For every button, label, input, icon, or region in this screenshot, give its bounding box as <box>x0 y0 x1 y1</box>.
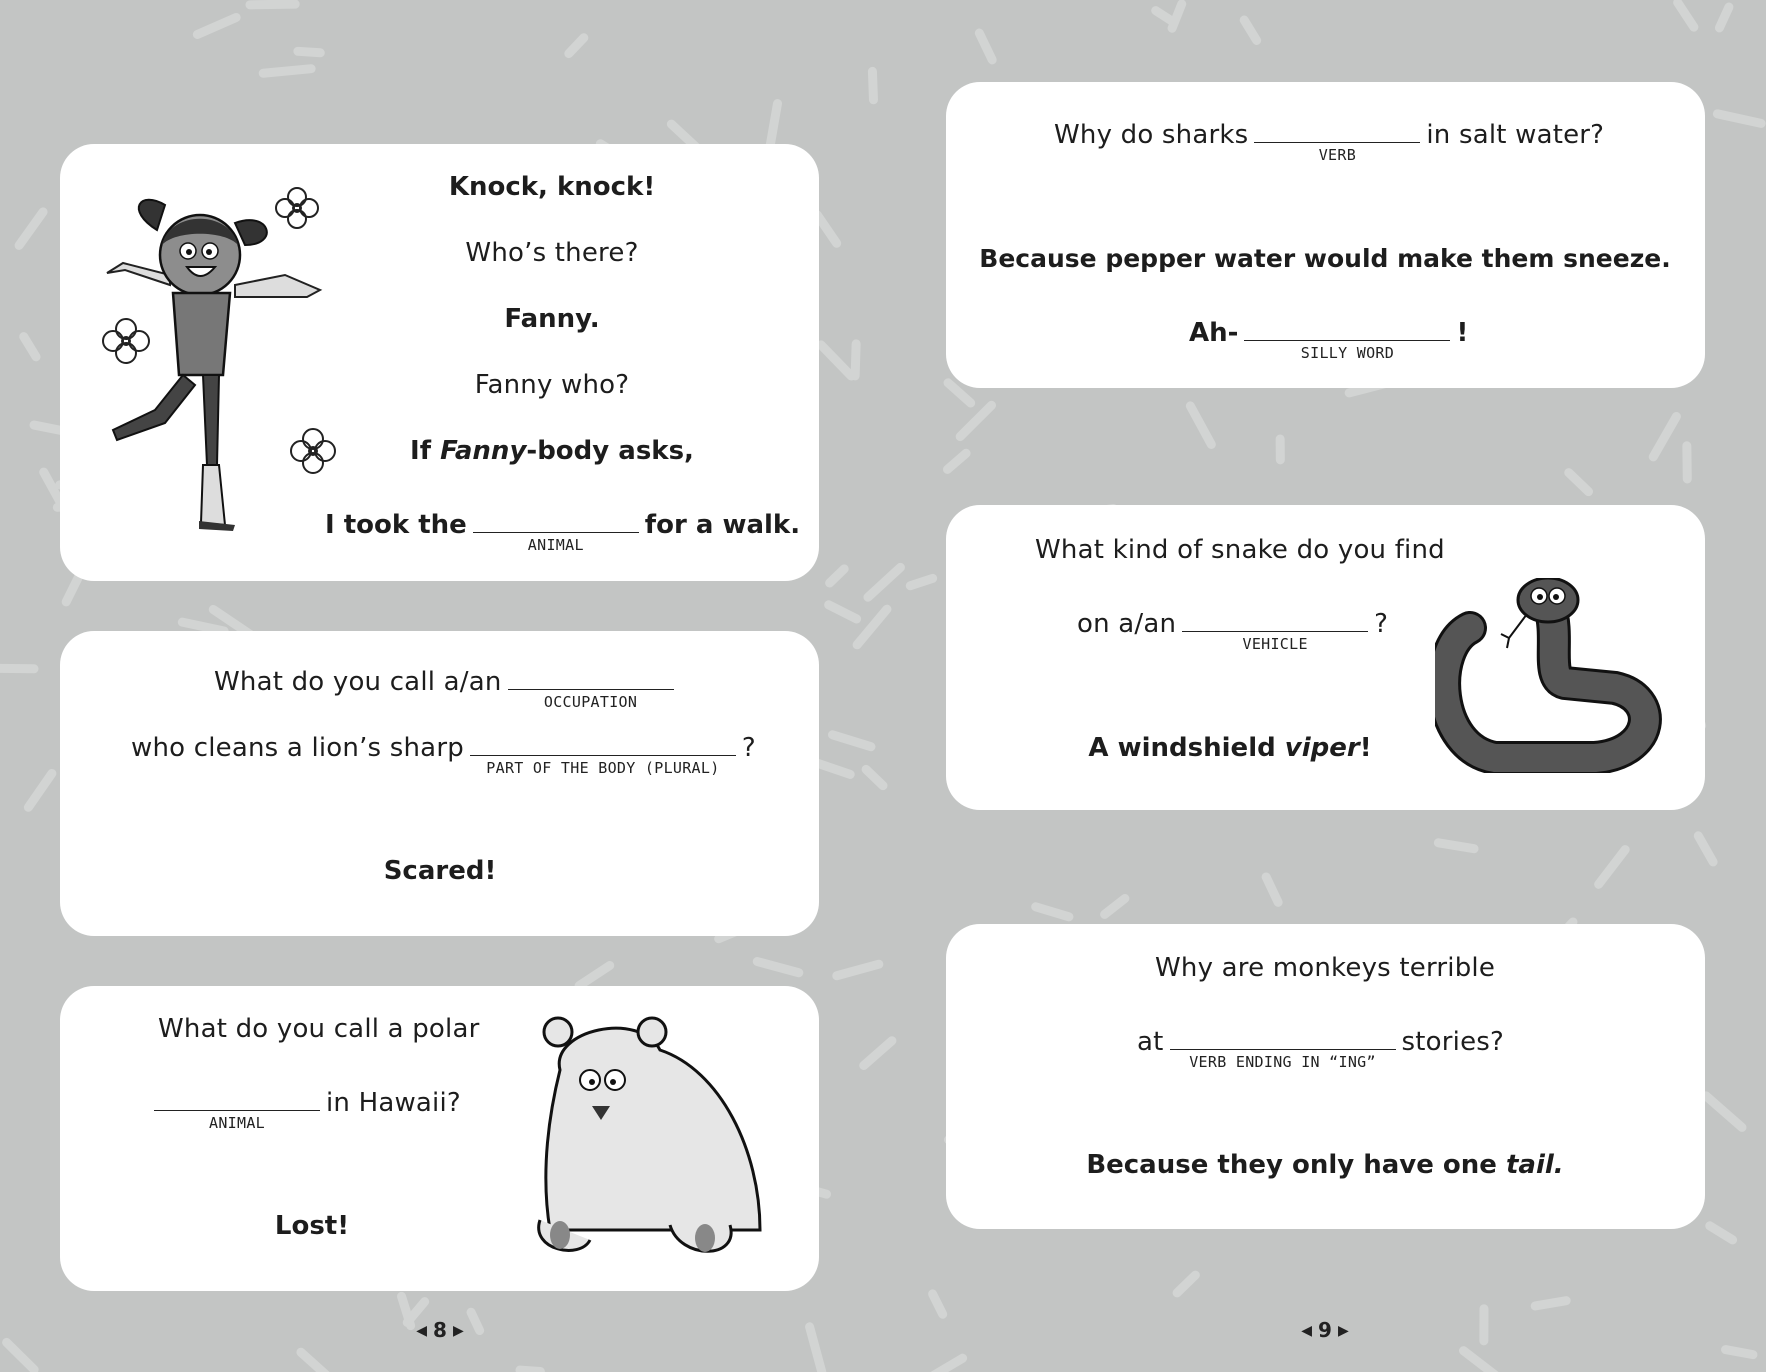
confetti-dash <box>1569 473 1589 492</box>
confetti-dash <box>817 215 836 243</box>
blank-label: VEHICLE <box>1242 635 1308 653</box>
confetti-dash <box>855 344 856 376</box>
blank-field[interactable] <box>470 725 736 777</box>
confetti-dash <box>910 578 932 585</box>
confetti-dash <box>1599 850 1626 885</box>
joke-line: Who’s there? <box>465 238 639 268</box>
joke-answer: A windshield viper! <box>1088 733 1372 763</box>
confetti-dash <box>868 567 900 597</box>
confetti-dash <box>864 1041 892 1066</box>
triangle-right-icon: ▶ <box>1337 1323 1349 1339</box>
confetti-dash <box>832 735 871 747</box>
fill-in-line: Ah- SILLY WORD ! <box>1189 310 1468 348</box>
confetti-dash <box>1463 1351 1497 1372</box>
joke-line: What kind of snake do you find <box>1035 535 1445 565</box>
blank-field[interactable] <box>508 659 674 711</box>
confetti-dash <box>1678 3 1694 28</box>
confetti-dash <box>837 964 879 976</box>
joke-answer: Scared! <box>383 856 497 886</box>
confetti-dash <box>182 622 224 631</box>
girl-illustration <box>95 175 375 545</box>
blank-label: VERB <box>1318 146 1357 164</box>
flower-doodle-icon <box>291 429 335 473</box>
confetti-dash <box>757 962 799 973</box>
confetti-dash <box>933 1294 943 1314</box>
confetti-dash <box>1177 1275 1195 1293</box>
blank-field[interactable] <box>473 502 639 554</box>
confetti-dash <box>298 51 320 52</box>
triangle-left-icon: ◀ <box>416 1323 428 1339</box>
confetti-dash <box>1036 907 1069 917</box>
confetti-dash <box>1244 20 1256 40</box>
confetti-dash <box>960 405 991 436</box>
confetti-dash <box>979 33 992 60</box>
blank-label: ANIMAL <box>209 1114 265 1132</box>
confetti-dash <box>1717 114 1761 124</box>
blank-label: ANIMAL <box>527 536 584 554</box>
joke-line: What do you call a polar <box>158 1014 480 1044</box>
fill-in-line: on a/an VEHICLE ? <box>1077 601 1388 639</box>
confetti-dash <box>1535 1301 1566 1306</box>
confetti-dash <box>301 1352 326 1372</box>
joke-answer: Because they only have one tail. <box>1086 1150 1564 1180</box>
blank-label: SILLY WORD <box>1300 344 1395 362</box>
fill-in-line: Why do sharks VERB in salt water? <box>1054 112 1604 150</box>
snake-illustration <box>1435 578 1665 773</box>
confetti-dash <box>830 569 845 583</box>
fill-in-line: I took the ANIMAL for a walk. <box>325 502 800 540</box>
blank-field[interactable] <box>1254 112 1420 164</box>
confetti-dash <box>471 1312 480 1330</box>
confetti-dash <box>1156 11 1173 22</box>
blank-label: OCCUPATION <box>543 693 638 711</box>
joke-line: Fanny who? <box>474 370 630 400</box>
confetti-dash <box>197 17 236 34</box>
confetti-dash <box>1710 1226 1733 1240</box>
joke-line: Fanny. <box>504 304 600 334</box>
page-number-left: ◀ 8 ▶ <box>416 1318 464 1342</box>
confetti-dash <box>1105 898 1125 914</box>
confetti-dash <box>857 609 887 645</box>
confetti-dash <box>1172 4 1182 28</box>
confetti-dash <box>19 212 43 246</box>
fill-in-line: What do you call a/an OCCUPATION <box>214 659 680 697</box>
triangle-left-icon: ◀ <box>1301 1323 1313 1339</box>
fill-in-line: who cleans a lion’s sharp PART OF THE BODY (PLURAL) ? <box>131 725 756 763</box>
joke-answer: Lost! <box>274 1211 350 1241</box>
confetti-dash <box>7 1342 35 1369</box>
confetti-dash <box>829 605 857 619</box>
confetti-dash <box>810 1327 822 1372</box>
blank-field[interactable] <box>154 1080 320 1132</box>
confetti-dash <box>1266 877 1278 902</box>
confetti-dash <box>947 453 966 469</box>
confetti-dash <box>24 337 36 357</box>
confetti-dash <box>579 966 610 986</box>
triangle-right-icon: ▶ <box>452 1323 464 1339</box>
joke-line: Why are monkeys terrible <box>1154 953 1496 983</box>
joke-line: Knock, knock! <box>448 172 656 202</box>
confetti-dash <box>1438 843 1474 849</box>
confetti-dash <box>250 4 295 5</box>
flower-doodle-icon <box>276 188 318 228</box>
joke-answer: Because pepper water would make them sneeze. <box>979 244 1671 273</box>
blank-label: PART OF THE BODY (PLURAL) <box>486 759 720 777</box>
joke-line: If Fanny-body asks, <box>410 436 694 466</box>
confetti-dash <box>28 773 52 807</box>
confetti-dash <box>866 769 883 785</box>
confetti-dash <box>1706 1096 1742 1128</box>
confetti-dash <box>929 1358 963 1372</box>
confetti-dash <box>1698 836 1713 862</box>
confetti-dash <box>821 345 851 376</box>
confetti-dash <box>1190 406 1211 445</box>
confetti-dash <box>569 38 584 54</box>
confetti-dash <box>872 71 873 99</box>
blank-label: VERB ENDING IN “ING” <box>1189 1053 1376 1071</box>
confetti-dash <box>520 1370 540 1371</box>
page-number-right: ◀ 9 ▶ <box>1301 1318 1349 1342</box>
polar-bear-illustration <box>530 1010 780 1270</box>
confetti-dash <box>1653 417 1676 457</box>
confetti-dash <box>263 69 311 74</box>
fill-in-line: ANIMAL in Hawaii? <box>154 1080 461 1118</box>
flower-doodle-icon <box>103 319 149 363</box>
confetti-dash <box>1719 7 1729 28</box>
fill-in-line: at VERB ENDING IN “ING” stories? <box>1137 1019 1504 1057</box>
confetti-dash <box>1726 1350 1753 1355</box>
